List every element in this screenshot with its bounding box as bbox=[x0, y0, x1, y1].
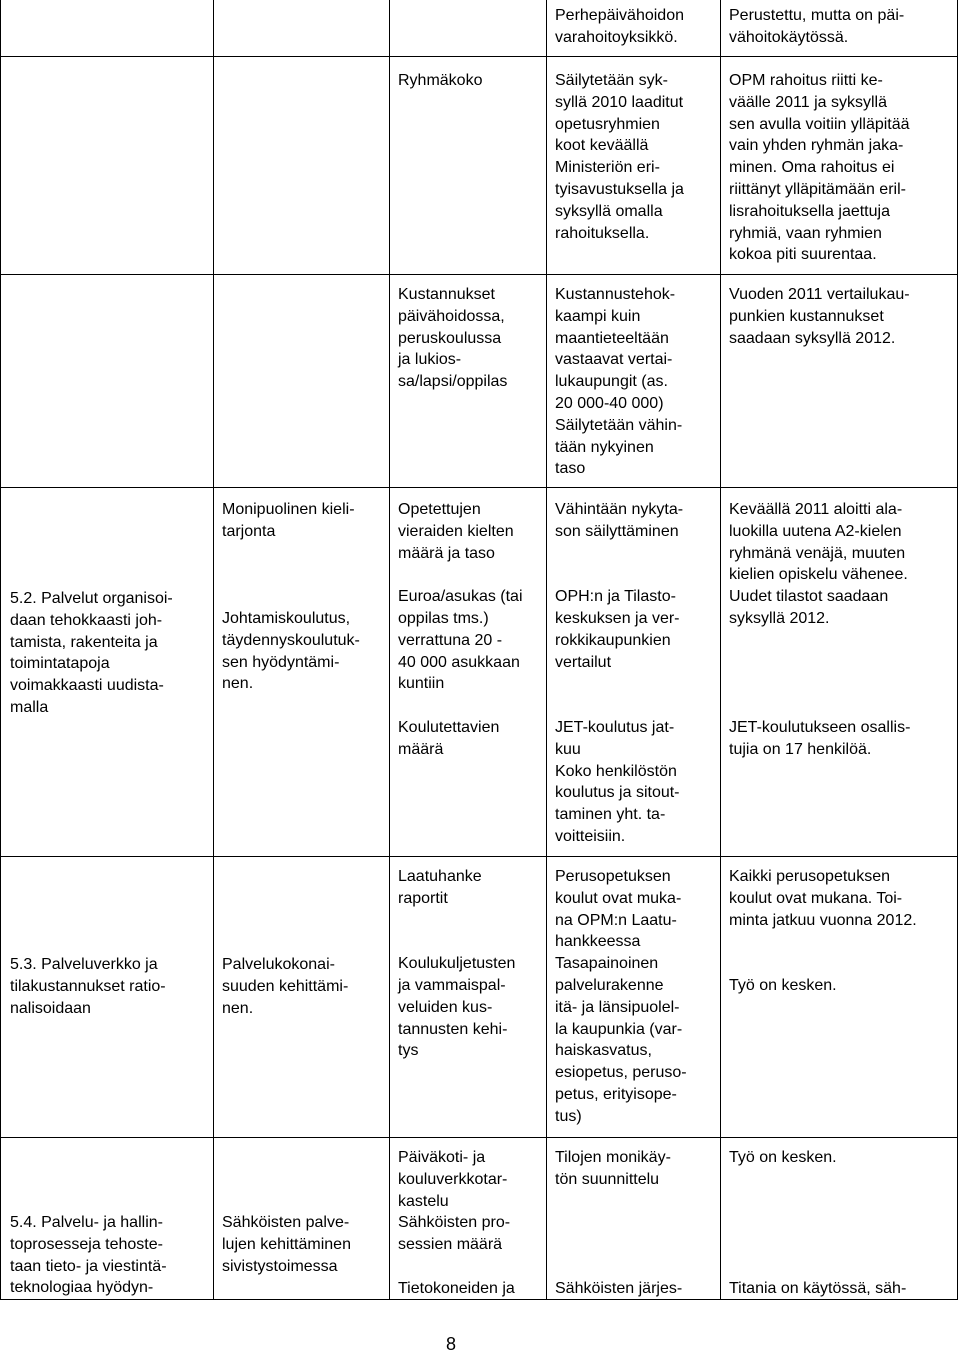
table-cell: Päiväkoti- ja kouluverkkotar- kastelu Sähköisten pro- sessien määrä Tietokoneiden ja bbox=[398, 1149, 515, 1297]
table-cell: 5.3. Palveluverkko ja tilakustannukset ratio- nalisoidaan bbox=[10, 956, 166, 1017]
table-border-left bbox=[0, 0, 1, 1300]
table-cell: Säilytetään syk- syllä 2010 laaditut opetusryhmien koot keväällä Ministeriön eri- tyisavustuksella ja syksyllä omalla rahoituksella. bbox=[555, 72, 684, 242]
table-cell: Vuoden 2011 vertailukau- punkien kustannukset saadaan syksyllä 2012. bbox=[729, 286, 910, 347]
table-cell: Perusopetuksen koulut ovat muka- na OPM:n Laatu- hankkeessa Tasapainoinen palvelurakenne itä- ja länsipuolel- la kaupunkia (var- haiskasvatus, esiopetus, peruso- petus, erityisope- tus) bbox=[555, 868, 687, 1125]
table-divider-col2 bbox=[389, 0, 390, 1300]
table-cell: Keväällä 2011 aloitti ala- luokilla uutena A2-kielen ryhmänä venäjä, muuten kielien opiskelu vähenee. Uudet tilastot saadaan syksyllä 2012. JET-koulutukseen osallis- tujia on 17 henkilöä. bbox=[729, 501, 911, 758]
table-cell: Perustettu, mutta on päi- vähoitokäytössä. bbox=[729, 7, 905, 46]
table-border-right bbox=[957, 0, 958, 1300]
table-cell: Tilojen monikäy- tön suunnittelu Sähköisten järjes- bbox=[555, 1149, 683, 1297]
table-cell: Kustannustehok- kaampi kuin maantieteeltään vastaavat vertai- lukaupungit (as. 20 000-40 000) Säilytetään vähin- tään nykyinen taso bbox=[555, 286, 683, 478]
table-divider-col4 bbox=[720, 0, 721, 1300]
table-cell: Opetettujen vieraiden kielten määrä ja taso Euroa/asukas (tai oppilas tms.) verrattuna 20 - 40 000 asukkaan kuntiin Koulutettavien määrä bbox=[398, 501, 523, 758]
table-cell: Vähintään nykyta- son säilyttäminen OPH:n ja Tilasto- keskuksen ja ver- rokkikaupunkien vertailut JET-koulutus jat- kuu Koko henkilöstön koulutus ja sitout- taminen yht. ta- voitteisiin. bbox=[555, 501, 684, 845]
table-divider-col3 bbox=[546, 0, 547, 1300]
table-cell: Perhepäivähoidon varahoitoyksikkö. bbox=[555, 7, 684, 46]
table-cell: Sähköisten palve- lujen kehittäminen sivistystoimessa bbox=[222, 1214, 351, 1275]
table-cell: 5.2. Palvelut organisoi- daan tehokkaasti joh- tamista, rakenteita ja toimintatapoja voimakkaasti uudista- malla bbox=[10, 590, 173, 716]
table-cell: Laatuhanke raportit Koulukuljetusten ja vammaispal- veluiden kus- tannusten kehi- tys bbox=[398, 868, 516, 1060]
table-row-divider bbox=[0, 56, 958, 57]
table-cell: Kustannukset päivähoidossa, peruskoulussa ja lukios- sa/lapsi/oppilas bbox=[398, 286, 508, 391]
table-cell: Ryhmäkoko bbox=[398, 72, 483, 89]
table-row-divider bbox=[0, 274, 958, 275]
table-cell: Monipuolinen kieli- tarjonta Johtamiskoulutus, täydennyskoulutuk- sen hyödyntämi- nen. bbox=[222, 501, 360, 693]
table-row-divider bbox=[0, 487, 958, 488]
table-row-divider bbox=[0, 856, 958, 857]
table-cell: OPM rahoitus riitti ke- väälle 2011 ja syksyllä sen avulla voitiin ylläpitää vain yhden ryhmän jaka- minen. Oma rahoitus ei riittänyt ylläpitämään eril- lisrahoituksella jaettuja ryhmiä, vaan ryhmien kokoa piti suurentaa. bbox=[729, 72, 910, 264]
table-cell: 5.4. Palvelu- ja hallin- toprosesseja tehoste- taan tieto- ja viestintä- teknologiaa hyödyn- bbox=[10, 1214, 167, 1297]
table-divider-col1 bbox=[213, 0, 214, 1300]
table-cell: Kaikki perusopetuksen koulut ovat mukana. Toi- minta jatkuu vuonna 2012. Työ on kesken. bbox=[729, 868, 917, 994]
table-cell: Työ on kesken. Titania on käytössä, säh- bbox=[729, 1149, 907, 1297]
page-number: 8 bbox=[446, 1334, 457, 1354]
table-cell: Palvelukokonai- suuden kehittämi- nen. bbox=[222, 956, 349, 1017]
table-row-divider bbox=[0, 1137, 958, 1138]
